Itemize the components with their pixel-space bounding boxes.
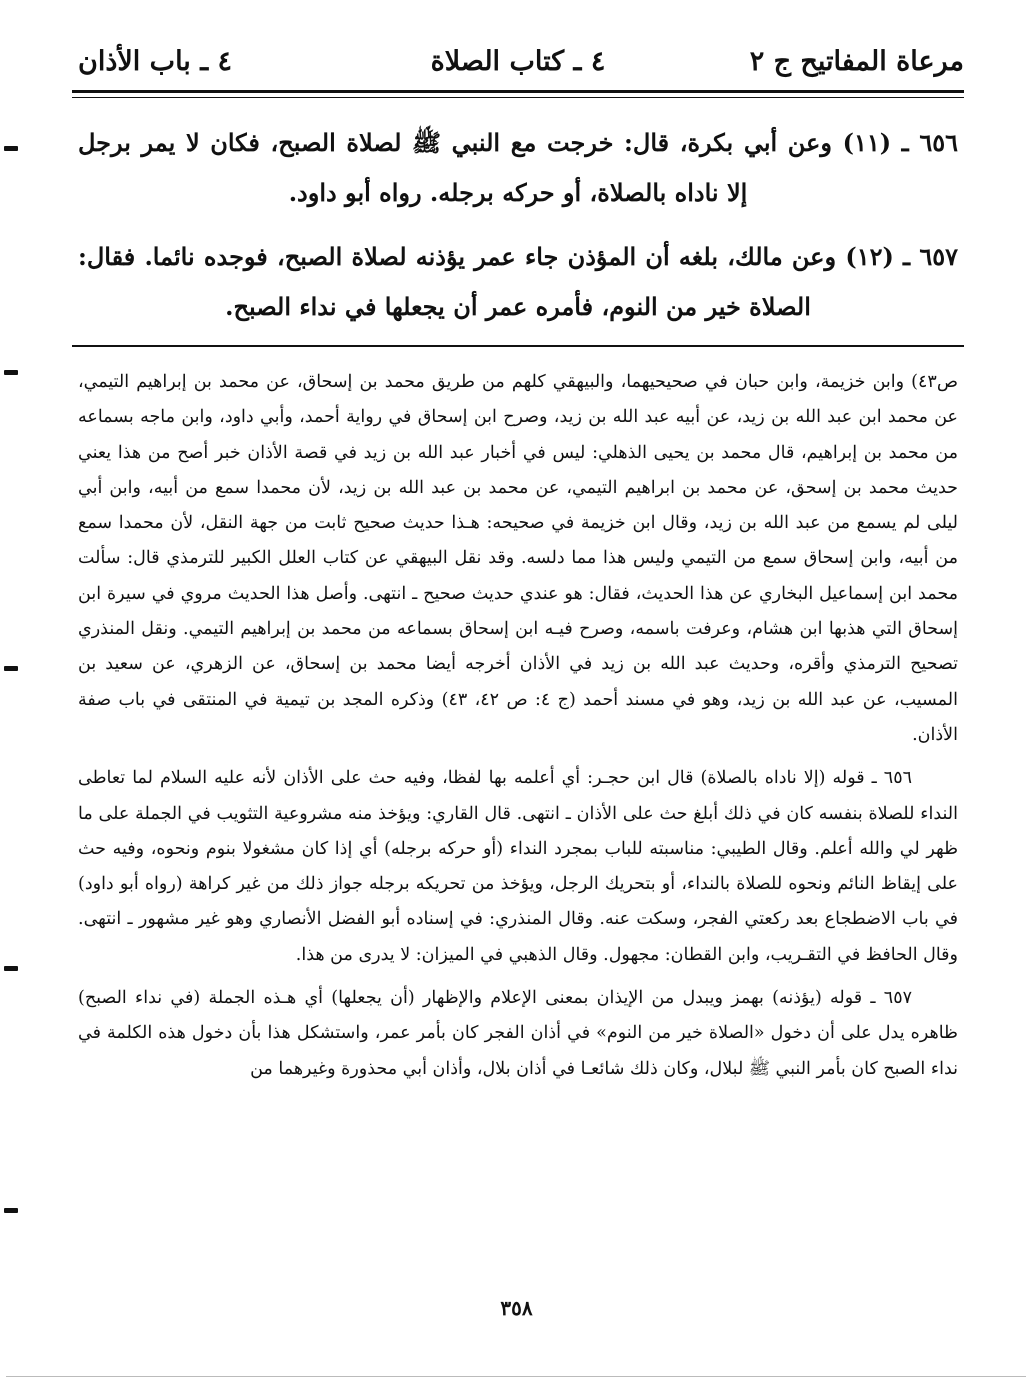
hadith-656-line-1: ٦٥٦ ـ (١١) وعن أبي بكرة، قال: خرجت مع النبي ﷺ لصلاة الصبح، فكان لا يمر برجل (78, 128, 958, 157)
hadith-657 (78, 232, 958, 332)
running-header (72, 38, 964, 86)
hadith-656 (78, 118, 958, 218)
page-number: ٣٥٨ (500, 1296, 533, 1320)
scan-bottom-edge (6, 1376, 1026, 1377)
header-section: ٤ ـ باب الأذان (78, 46, 233, 77)
margin-mark (4, 1208, 18, 1213)
commentary-paragraph-3: ٦٥٧ ـ قوله (يؤذنه) بهمز ويبدل من الإيذان بمعنى الإعلام والإظهار (أن يجعلها) أي هـذه الجملة (في نداء الصبح) ظاهره يدل على أن دخول «الصلاة خير من النوم» في أذان الفجر كان بأمر عمر، واستشكل هذا بأن دخول هذه الكلمة في نداء الصبح كان بأمر النبي ﷺ لبلال، وكان ذلك شائعـا في أذان بلال، وأذان أبي محذورة وغيرهما من (78, 988, 958, 1079)
header-chapter: ٤ ـ كتاب الصلاة (430, 46, 606, 77)
header-rule (72, 90, 964, 98)
margin-mark (4, 966, 18, 971)
text-commentary-divider (72, 345, 964, 347)
commentary-paragraph-1: ص٤٣) وابن خزيمة، وابن حبان في صحيحيهما، والبيهقي كلهم من طريق محمد بن إسحاق، عن محمد بن إبراهيم التيمي، عن محمد ابن عبد الله بن زيد، عن أبيه عبد الله بن زيد، وصرح ابن إسحاق في رواية أحمد، وأبي داود، وابن ماجه بسماعه من محمد بن إبراهيم، قال محمد بن يحيى الذهلي: ليس في أخبار عبد الله بن زيد في قصة الأذان خبر أصح من هذا يعني حديث محمد بن إسحق، عن محمد بن ابراهيم التيمي، عن محمد بن عبد الله بن زيد، لأن محمدا سمع من أبيه، وابن أبي ليلى لم يسمع من عبد الله بن زيد، وقال ابن خزيمة في صحيحه: هـذا حديث صحيح ثابت من جهة النقل، لأن محمدا سمع من أبيه، وابن إسحاق سمع من التيمي وليس هذا مما دلسه. وقد نقل البيهقي عن كتاب العلل الكبير للترمذي قال: سألت محمد ابن إسماعيل البخاري عن هذا الحديث، فقال: هو عندي حديث صحيح ـ انتهى. وأصل هذا الحديث مروي في سيرة ابن إسحاق التي هذبها ابن هشام، وعرفت باسمه، وصرح فيـه ابن إسحاق بسماعه من محمد بن إبراهيم التيمي. ونقل المنذري تصحيح الترمذي وأقره، وحديث عبد الله بن زيد في الأذان أخرجه أيضا محمد بن إسحاق، عن الزهري، عن سعيد بن المسيب، عن عبد الله بن زيد، وهو في مسند أحمد (ج ٤: ص ٤٢، ٤٣) وذكره المجد بن تيمية في المنتقى في باب صفة الأذان. (78, 372, 958, 745)
commentary (78, 365, 958, 1087)
commentary-paragraph-2: ٦٥٦ ـ قوله (إلا ناداه بالصلاة) قال ابن حجـر: أي أعلمه بها لفظا، وفيه حث على الأذان لأنه عليه السلام لما تعاطى النداء للصلاة بنفسه كان في ذلك أبلغ حث على الأذان ـ انتهى. قال القاري: ويؤخذ منه مشروعية التثويب في الجملة على ما ظهر لي والله أعلم. وقال الطيبي: مناسبته للباب بمجرد النداء (أو حركه برجله) أي إذا كان مشغولا بنوم ونحوه، وفيه حث على إيقاظ النائم ونحوه للصلاة بالنداء، أو بتحريك الرجل، ويؤخذ من تحريكه برجله جواز ذلك من غير كراهة (رواه أبو داود) في باب الاضطجاع بعد ركعتي الفجر، وسكت عنه. وقال المنذري: في إسناده أبو الفضل الأنصاري وهو غير مشهور ـ انتهى. وقال الحافظ في التقـريب، وابن القطان: مجهول. وقال الذهبي في الميزان: لا يدرى من هذا. (78, 768, 958, 965)
margin-mark (4, 666, 18, 671)
hadith-657-line-2: الصلاة خير من النوم، فأمره عمر أن يجعلها في نداء الصبح. (225, 292, 811, 321)
hadith-656-line-2: إلا ناداه بالصلاة، أو حركه برجله. رواه أبو داود. (288, 178, 748, 207)
margin-mark (4, 146, 18, 151)
header-book-title: مرعاة المفاتيح ج ٢ (749, 46, 964, 77)
margin-mark (4, 370, 18, 375)
hadith-657-line-1: ٦٥٧ ـ (١٢) وعن مالك، بلغه أن المؤذن جاء عمر يؤذنه لصلاة الصبح، فوجده نائما. فقال: (78, 242, 958, 271)
